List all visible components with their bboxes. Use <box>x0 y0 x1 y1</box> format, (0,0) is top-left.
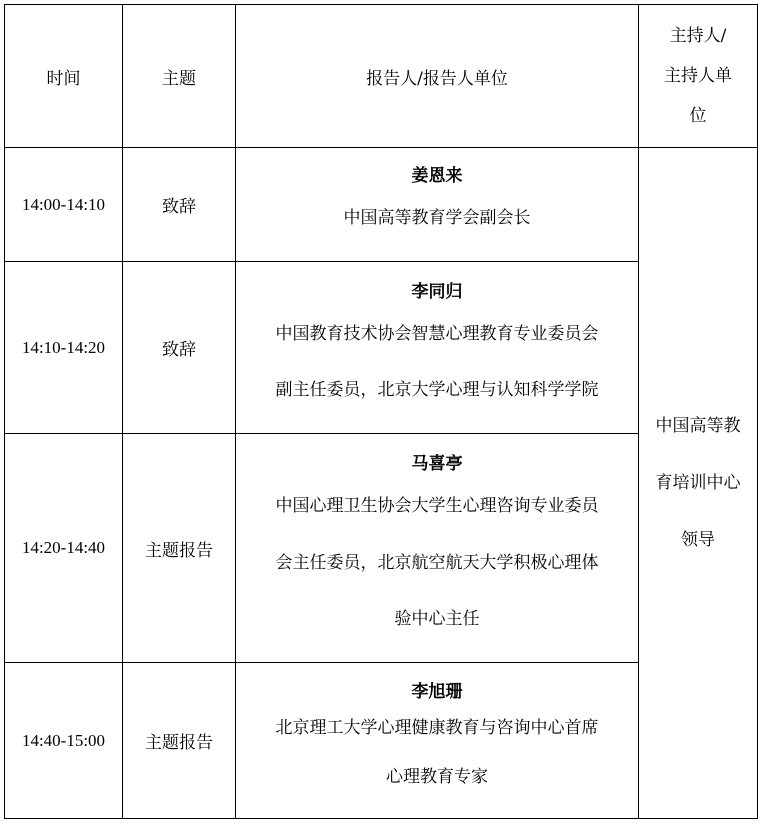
speaker-name: 马喜亭 <box>411 454 463 474</box>
speaker-affiliation-line: 中国教育技术协会智慧心理教育专业委员会 <box>275 324 599 344</box>
host-line: 育培训中心 <box>655 472 741 493</box>
host-line: 领导 <box>681 529 715 550</box>
row-speaker <box>236 434 639 663</box>
header-host-line2: 主持人单 <box>664 66 732 86</box>
header-speaker: 报告人/报告人单位 <box>236 5 639 148</box>
row-topic: 致辞 <box>123 262 236 434</box>
row-speaker <box>236 262 639 434</box>
header-time: 时间 <box>5 5 123 148</box>
row-speaker <box>236 663 639 819</box>
row-time: 14:20-14:40 <box>5 434 123 663</box>
header-topic: 主题 <box>123 5 236 148</box>
row-topic: 主题报告 <box>123 434 236 663</box>
speaker-affiliation-line: 中国高等教育学会副会长 <box>343 208 531 228</box>
row-time: 14:00-14:10 <box>5 148 123 262</box>
speaker-name: 李旭珊 <box>411 681 463 702</box>
header-row <box>5 5 758 148</box>
row-speaker <box>236 148 639 262</box>
row-topic: 主题报告 <box>123 663 236 819</box>
speaker-affiliation-line: 验中心主任 <box>394 609 480 629</box>
header-host <box>639 5 758 148</box>
speaker-name: 姜恩来 <box>411 166 463 186</box>
host-cell <box>639 148 758 819</box>
speaker-affiliation-line: 北京理工大学心理健康教育与咨询中心首席 <box>275 717 599 738</box>
table-row <box>5 148 758 262</box>
speaker-affiliation-line: 副主任委员，北京大学心理与认知科学学院 <box>275 380 599 400</box>
row-time: 14:40-15:00 <box>5 663 123 819</box>
speaker-name: 李同归 <box>411 282 463 302</box>
host-line: 中国高等教 <box>655 415 741 436</box>
speaker-affiliation-line: 会主任委员，北京航空航天大学积极心理体 <box>275 553 599 573</box>
row-time: 14:10-14:20 <box>5 262 123 434</box>
speaker-affiliation-line: 中国心理卫生协会大学生心理咨询专业委员 <box>275 496 599 516</box>
speaker-affiliation-line: 心理教育专家 <box>386 766 488 787</box>
header-host-line3: 位 <box>689 106 707 126</box>
header-host-line1: 主持人/ <box>669 26 727 46</box>
schedule-table <box>4 4 758 819</box>
row-topic: 致辞 <box>123 148 236 262</box>
